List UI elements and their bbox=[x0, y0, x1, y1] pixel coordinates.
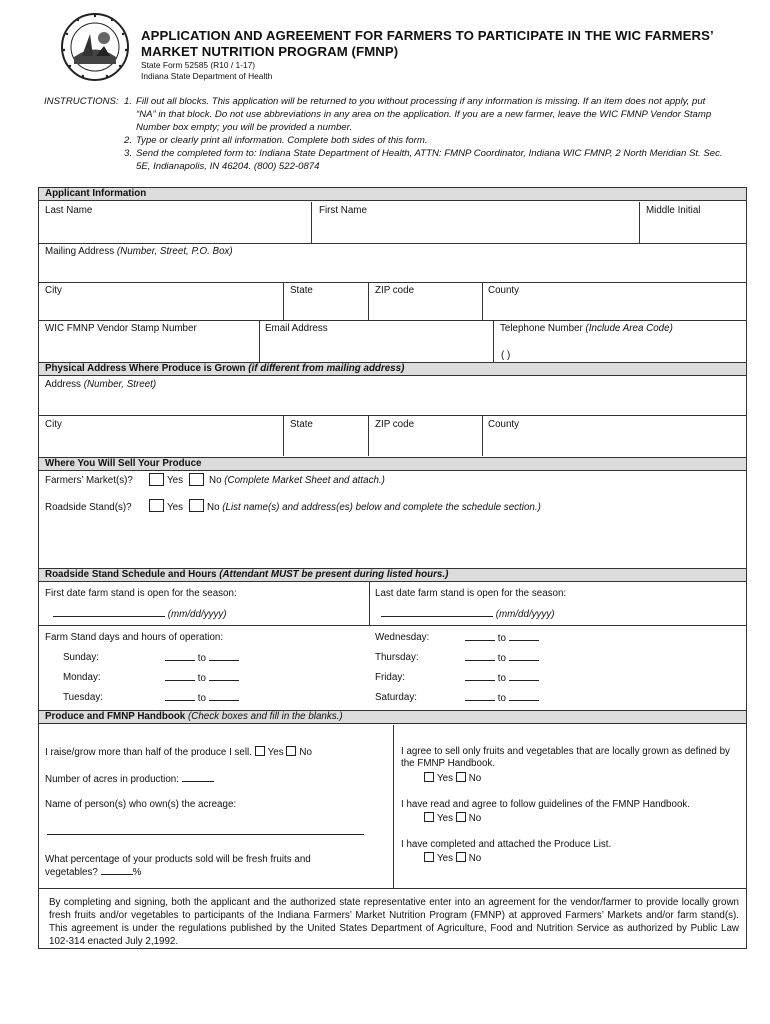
phone-area-code: ( ) bbox=[501, 350, 511, 361]
instruction-item bbox=[124, 134, 726, 147]
thursday-hours[interactable]: to bbox=[465, 652, 539, 665]
roadside-yes-checkbox[interactable] bbox=[149, 499, 164, 512]
half-produce-no-checkbox[interactable] bbox=[286, 746, 296, 756]
roadside-no-label: No (List name(s) and address(es) below and complete the schedule section.) bbox=[207, 502, 541, 513]
email-label: Email Address bbox=[265, 323, 328, 334]
farmers-market-yes-checkbox[interactable] bbox=[149, 473, 164, 486]
last-date-label: Last date farm stand is open for the season: bbox=[375, 588, 567, 599]
acres-label: Number of acres in production: bbox=[45, 773, 214, 786]
zip-label: ZIP code bbox=[375, 285, 415, 296]
percentage-label: What percentage of your products sold will be fresh fruits and vegetables? % bbox=[45, 854, 311, 878]
read-guidelines-yes-checkbox[interactable] bbox=[424, 812, 434, 822]
section-physical-address: Physical Address Where Produce is Grown (if different from mailing address) bbox=[39, 362, 746, 376]
percentage-field[interactable] bbox=[101, 866, 133, 875]
roadside-stand-label: Roadside Stand(s)? bbox=[45, 502, 132, 513]
section-produce-handbook: Produce and FMNP Handbook (Check boxes and fill in the blanks.) bbox=[39, 710, 746, 724]
read-guidelines-statement: I have read and agree to follow guidelines of the FMNP Handbook. bbox=[401, 799, 691, 810]
section-applicant-info: Applicant Information bbox=[39, 187, 746, 201]
day-monday: Monday: bbox=[63, 672, 101, 683]
physical-state-label: State bbox=[290, 419, 313, 430]
vendor-stamp-label: WIC FMNP Vendor Stamp Number bbox=[45, 323, 197, 334]
read-guidelines-options: Yes No bbox=[424, 812, 481, 825]
agency-name: Indiana State Department of Health bbox=[141, 71, 273, 81]
monday-hours[interactable]: to bbox=[165, 672, 239, 685]
produce-list-no-checkbox[interactable] bbox=[456, 852, 466, 862]
physical-zip-label: ZIP code bbox=[375, 419, 415, 430]
agree-local-statement: I agree to sell only fruits and vegetables that are locally grown as defined by the FMNP Handbook. bbox=[401, 746, 730, 769]
read-guidelines-no-checkbox[interactable] bbox=[456, 812, 466, 822]
day-tuesday: Tuesday: bbox=[63, 692, 103, 703]
produce-list-options: Yes No bbox=[424, 852, 481, 865]
section-where-sell: Where You Will Sell Your Produce bbox=[39, 457, 746, 471]
instruction-item bbox=[124, 147, 726, 173]
produce-list-yes-checkbox[interactable] bbox=[424, 852, 434, 862]
farmers-market-label: Farmers’ Market(s)? bbox=[45, 475, 133, 486]
instruction-text: Send the completed form to: Indiana State Department of Health, ATTN: FMNP Coordinator, Indiana WIC FMNP, 2 North Meridian St. Sec. 5E, Indianapolis, IN 46204. (800) 522-0874 bbox=[136, 148, 723, 172]
half-produce-yes-checkbox[interactable] bbox=[255, 746, 265, 756]
middle-initial-label: Middle Initial bbox=[646, 205, 701, 216]
roadside-no-checkbox[interactable] bbox=[189, 499, 204, 512]
day-saturday: Saturday: bbox=[375, 692, 417, 703]
friday-hours[interactable]: to bbox=[465, 672, 539, 685]
sunday-hours[interactable]: to bbox=[165, 652, 239, 665]
agree-local-no-checkbox[interactable] bbox=[456, 772, 466, 782]
first-date-label: First date farm stand is open for the season: bbox=[45, 588, 237, 599]
mailing-address-label: Mailing Address (Number, Street, P.O. Box) bbox=[45, 246, 233, 257]
farmers-market-yes-label: Yes bbox=[167, 475, 183, 486]
city-label: City bbox=[45, 285, 62, 296]
farmers-market-no-checkbox[interactable] bbox=[189, 473, 204, 486]
agree-local-yes-checkbox[interactable] bbox=[424, 772, 434, 782]
section-roadside-schedule: Roadside Stand Schedule and Hours (Attendant MUST be present during listed hours.) bbox=[39, 568, 746, 582]
acres-field[interactable] bbox=[182, 773, 214, 782]
instruction-number: 3. bbox=[124, 148, 133, 159]
physical-city-label: City bbox=[45, 419, 62, 430]
agreement-statement: By completing and signing, both the applicant and the authorized state representative enter into an agreement for the vendor/farmer to provide locally grown fresh fruits and/or vegetables to participants of the Indiana Farmers’ Market Nutrition Program (FMNP) at approved Farmers’ Markets and/or farm stand(s). This agreement is under the regulations published by the United States Department of Agriculture, Food and Nutrition Service as authorized by Public Law 102-314 enacted July 2,1992. bbox=[49, 897, 739, 947]
instructions-label: INSTRUCTIONS: bbox=[44, 96, 119, 107]
saturday-hours[interactable]: to bbox=[465, 692, 539, 705]
physical-county-label: County bbox=[488, 419, 520, 430]
first-date-field[interactable]: (mm/dd/yyyy) bbox=[53, 608, 227, 621]
produce-list-statement: I have completed and attached the Produce List. bbox=[401, 839, 612, 850]
owner-field[interactable] bbox=[47, 834, 364, 835]
first-name-label: First Name bbox=[319, 205, 367, 216]
instruction-number: 2. bbox=[124, 135, 133, 146]
roadside-yes-label: Yes bbox=[167, 502, 183, 513]
tuesday-hours[interactable]: to bbox=[165, 692, 239, 705]
form-number: State Form 52585 (R10 / 1-17) bbox=[141, 60, 256, 70]
county-label: County bbox=[488, 285, 520, 296]
form-title: APPLICATION AND AGREEMENT FOR FARMERS TO PARTICIPATE IN THE WIC FARMERS’ MARKET NUTRITION PROGRAM (FMNP) bbox=[141, 28, 714, 59]
farmers-market-no-label: No (Complete Market Sheet and attach.) bbox=[209, 475, 385, 486]
day-sunday: Sunday: bbox=[63, 652, 99, 663]
physical-address-label: Address (Number, Street) bbox=[45, 379, 157, 390]
instruction-text: Fill out all blocks. This application will be returned to you without processing if any information is missing. If an item does not apply, put “NA” in that block. Do not use abbreviations in any area on the application. If you are a new farmer, leave the WIC FMNP Vendor Stamp Number box empty; you will be provided a number. bbox=[136, 96, 712, 133]
telephone-label: Telephone Number (Include Area Code) bbox=[500, 323, 673, 334]
indiana-state-seal bbox=[60, 12, 130, 82]
instruction-text: Type or clearly print all information. Complete both sides of this form. bbox=[136, 135, 428, 146]
agree-local-options: Yes No bbox=[424, 772, 481, 785]
instruction-item bbox=[124, 95, 726, 134]
last-name-label: Last Name bbox=[45, 205, 93, 216]
last-date-field[interactable]: (mm/dd/yyyy) bbox=[381, 608, 555, 621]
application-form bbox=[38, 187, 747, 949]
day-friday: Friday: bbox=[375, 672, 405, 683]
day-thursday: Thursday: bbox=[375, 652, 419, 663]
day-wednesday: Wednesday: bbox=[375, 632, 430, 643]
wednesday-hours[interactable]: to bbox=[465, 632, 539, 645]
owner-label: Name of person(s) who own(s) the acreage: bbox=[45, 799, 237, 810]
instruction-number: 1. bbox=[124, 96, 133, 107]
half-produce-question: I raise/grow more than half of the produce I sell. Yes No bbox=[45, 747, 312, 758]
stand-days-label: Farm Stand days and hours of operation: bbox=[45, 632, 224, 643]
state-label: State bbox=[290, 285, 313, 296]
